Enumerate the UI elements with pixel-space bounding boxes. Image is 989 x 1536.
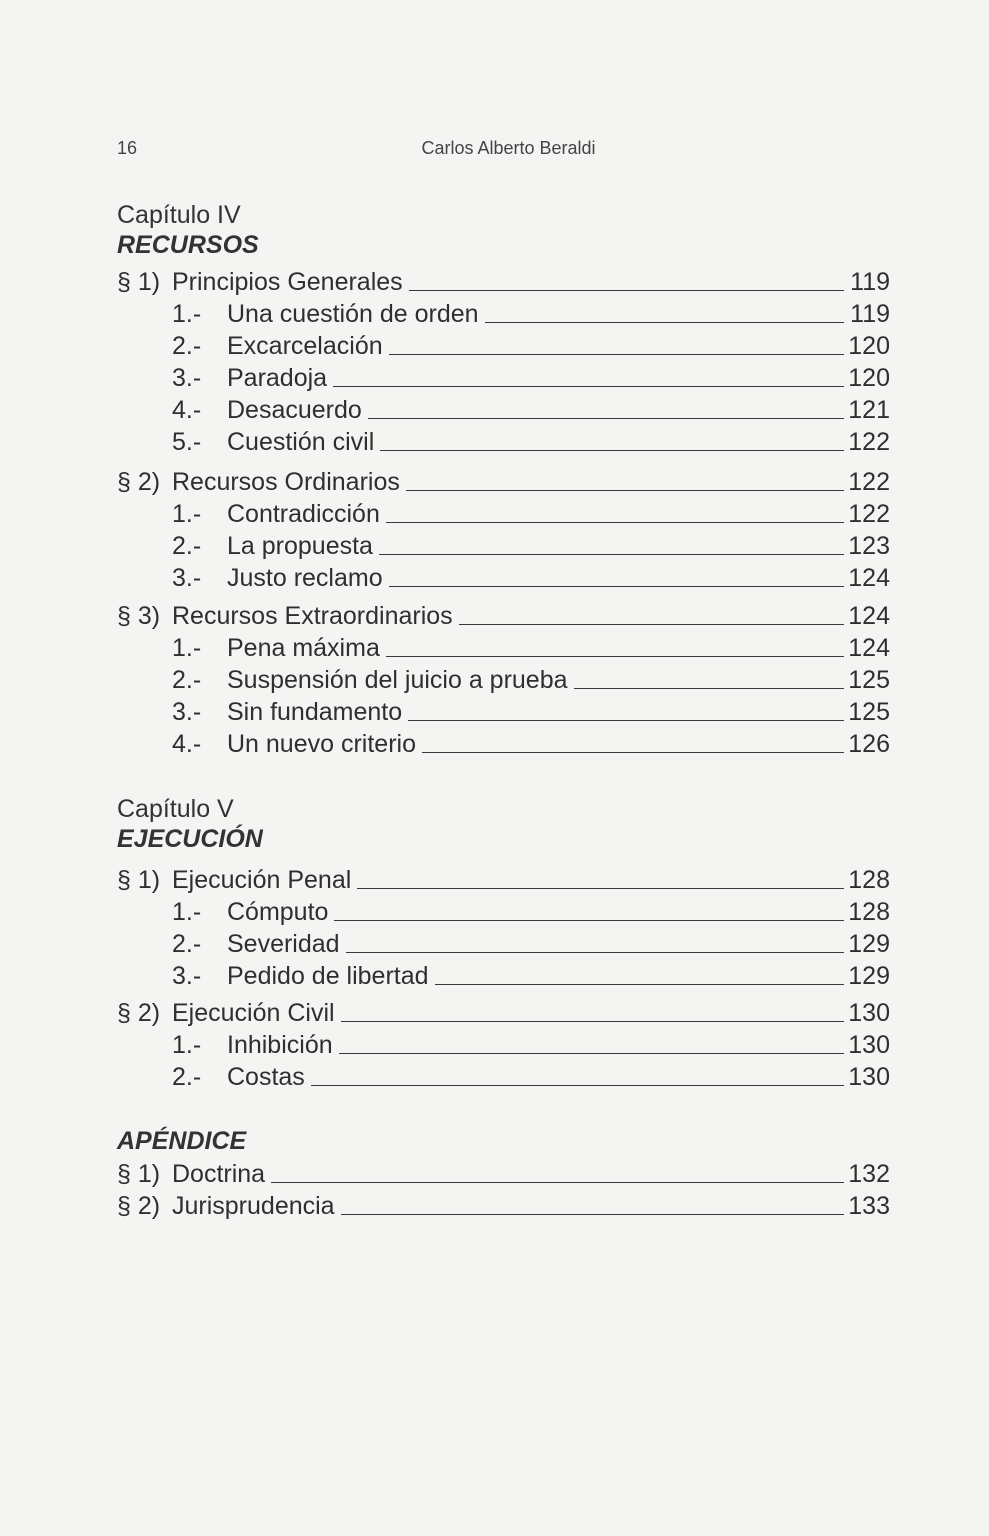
entry-number: 5.- <box>172 428 202 456</box>
toc-section <box>117 864 890 992</box>
entry-page: 128 <box>848 898 890 926</box>
entry-label: Un nuevo criterio <box>227 730 416 758</box>
entry-label: Recursos Extraordinarios <box>172 602 453 630</box>
entry-number: § 1) <box>117 1160 161 1188</box>
entry-number: 2.- <box>172 666 202 694</box>
toc-entry[interactable] <box>117 960 890 992</box>
running-head-author: Carlos Alberto Beraldi <box>421 138 596 158</box>
entry-label: Excarcelación <box>227 332 383 360</box>
chapter-4-heading <box>117 200 890 260</box>
entry-page: 120 <box>848 332 890 360</box>
chapter-label: Capítulo IV <box>117 201 241 229</box>
toc-entry[interactable] <box>117 530 890 562</box>
entry-number: § 2) <box>117 999 161 1027</box>
dot-leader <box>346 952 844 953</box>
entry-page: 122 <box>848 500 890 528</box>
toc-entry[interactable] <box>117 394 890 426</box>
entry-page: 120 <box>848 364 890 392</box>
entry-label: Principios Generales <box>172 268 403 296</box>
toc-section <box>117 266 890 458</box>
toc-entry[interactable] <box>117 997 890 1029</box>
toc-entry[interactable] <box>117 498 890 530</box>
entry-number: § 1) <box>117 268 161 296</box>
toc-entry[interactable] <box>117 266 890 298</box>
dot-leader <box>380 450 844 451</box>
toc-entry[interactable] <box>117 298 890 330</box>
entry-number: 1.- <box>172 1031 202 1059</box>
entry-page: 123 <box>848 532 890 560</box>
entry-label: Desacuerdo <box>227 396 362 424</box>
dot-leader <box>333 386 844 387</box>
dot-leader <box>341 1214 844 1215</box>
entry-number: 2.- <box>172 532 202 560</box>
toc-entry[interactable] <box>117 864 890 896</box>
dot-leader <box>339 1053 844 1054</box>
entry-page: 132 <box>848 1160 890 1188</box>
entry-label: Doctrina <box>172 1160 266 1188</box>
chapter-label: Capítulo V <box>117 795 234 823</box>
entry-page: 124 <box>848 564 890 592</box>
entry-page: 126 <box>848 730 890 758</box>
entry-page: 125 <box>848 666 890 694</box>
toc-entry[interactable] <box>117 466 890 498</box>
toc-entry[interactable] <box>117 1061 890 1093</box>
entry-number: § 2) <box>117 468 161 496</box>
entry-label: Recursos Ordinarios <box>172 468 400 496</box>
entry-page: 124 <box>848 634 890 662</box>
dot-leader <box>357 888 844 889</box>
entry-page: 130 <box>848 1031 890 1059</box>
entry-page: 130 <box>848 999 890 1027</box>
entry-number: 3.- <box>172 364 202 392</box>
entry-number: 1.- <box>172 634 202 662</box>
toc-entry[interactable] <box>117 1158 890 1190</box>
entry-number: 1.- <box>172 500 202 528</box>
dot-leader <box>408 720 844 721</box>
entry-page: 129 <box>848 962 890 990</box>
entry-page: 119 <box>850 300 890 328</box>
entry-page: 119 <box>850 268 890 296</box>
dot-leader <box>409 290 844 291</box>
entry-label: Ejecución Civil <box>172 999 335 1027</box>
toc-section <box>117 600 890 760</box>
dot-leader <box>334 920 844 921</box>
page-header <box>117 138 890 162</box>
entry-label: La propuesta <box>227 532 373 560</box>
dot-leader <box>422 752 844 753</box>
entry-page: 129 <box>848 930 890 958</box>
entry-label: Sin fundamento <box>227 698 403 726</box>
entry-page: 128 <box>848 866 890 894</box>
entry-page: 125 <box>848 698 890 726</box>
entry-number: § 3) <box>117 602 161 630</box>
toc-entry[interactable] <box>117 1029 890 1061</box>
entry-number: 1.- <box>172 300 202 328</box>
toc-entry[interactable] <box>117 664 890 696</box>
toc-entry[interactable] <box>117 562 890 594</box>
entry-label: Costas <box>227 1063 305 1091</box>
toc-section <box>117 466 890 594</box>
page-number: 16 <box>117 138 138 158</box>
chapter-title: EJECUCIÓN <box>117 825 263 853</box>
dot-leader <box>368 418 844 419</box>
entry-number: § 2) <box>117 1192 161 1220</box>
dot-leader <box>574 688 844 689</box>
entry-number: 1.- <box>172 898 202 926</box>
entry-label: Severidad <box>227 930 340 958</box>
entry-number: 3.- <box>172 564 202 592</box>
appendix-title: APÉNDICE <box>117 1127 247 1155</box>
dot-leader <box>311 1085 844 1086</box>
chapter-title: RECURSOS <box>117 231 259 259</box>
entry-number: 2.- <box>172 332 202 360</box>
dot-leader <box>386 656 844 657</box>
dot-leader <box>389 354 844 355</box>
toc-entry[interactable] <box>117 330 890 362</box>
dot-leader <box>406 490 844 491</box>
toc-entry[interactable] <box>117 600 890 632</box>
entry-page: 122 <box>848 468 890 496</box>
entry-label: Cuestión civil <box>227 428 375 456</box>
toc-section <box>117 1158 890 1222</box>
entry-page: 133 <box>848 1192 890 1220</box>
toc-entry[interactable] <box>117 728 890 760</box>
dot-leader <box>271 1182 844 1183</box>
entry-number: 2.- <box>172 1063 202 1091</box>
entry-label: Ejecución Penal <box>172 866 352 894</box>
entry-page: 121 <box>848 396 890 424</box>
dot-leader <box>435 984 844 985</box>
entry-number: 3.- <box>172 698 202 726</box>
toc-entry[interactable] <box>117 928 890 960</box>
entry-number: § 1) <box>117 866 161 894</box>
entry-number: 2.- <box>172 930 202 958</box>
entry-page: 130 <box>848 1063 890 1091</box>
dot-leader <box>386 522 844 523</box>
entry-number: 4.- <box>172 396 202 424</box>
entry-label: Pena máxima <box>227 634 380 662</box>
entry-label: Cómputo <box>227 898 329 926</box>
chapter-5-heading <box>117 794 890 854</box>
entry-label: Contradicción <box>227 500 380 528</box>
dot-leader <box>379 554 844 555</box>
toc-section <box>117 997 890 1093</box>
entry-number: 3.- <box>172 962 202 990</box>
entry-page: 124 <box>848 602 890 630</box>
toc-entry[interactable] <box>117 896 890 928</box>
toc-entry[interactable] <box>117 362 890 394</box>
entry-page: 122 <box>848 428 890 456</box>
toc-entry[interactable] <box>117 426 890 458</box>
entry-label: Suspensión del juicio a prueba <box>227 666 568 694</box>
dot-leader <box>389 586 844 587</box>
entry-label: Jurisprudencia <box>172 1192 335 1220</box>
dot-leader <box>341 1021 844 1022</box>
entry-label: Paradoja <box>227 364 328 392</box>
dot-leader <box>459 624 844 625</box>
dot-leader <box>485 322 844 323</box>
entry-label: Inhibición <box>227 1031 333 1059</box>
toc-entry[interactable] <box>117 632 890 664</box>
toc-entry[interactable] <box>117 696 890 728</box>
entry-label: Una cuestión de orden <box>227 300 479 328</box>
entry-label: Pedido de libertad <box>227 962 429 990</box>
entry-number: 4.- <box>172 730 202 758</box>
appendix-heading <box>117 1126 890 1156</box>
entry-label: Justo reclamo <box>227 564 383 592</box>
toc-entry[interactable] <box>117 1190 890 1222</box>
